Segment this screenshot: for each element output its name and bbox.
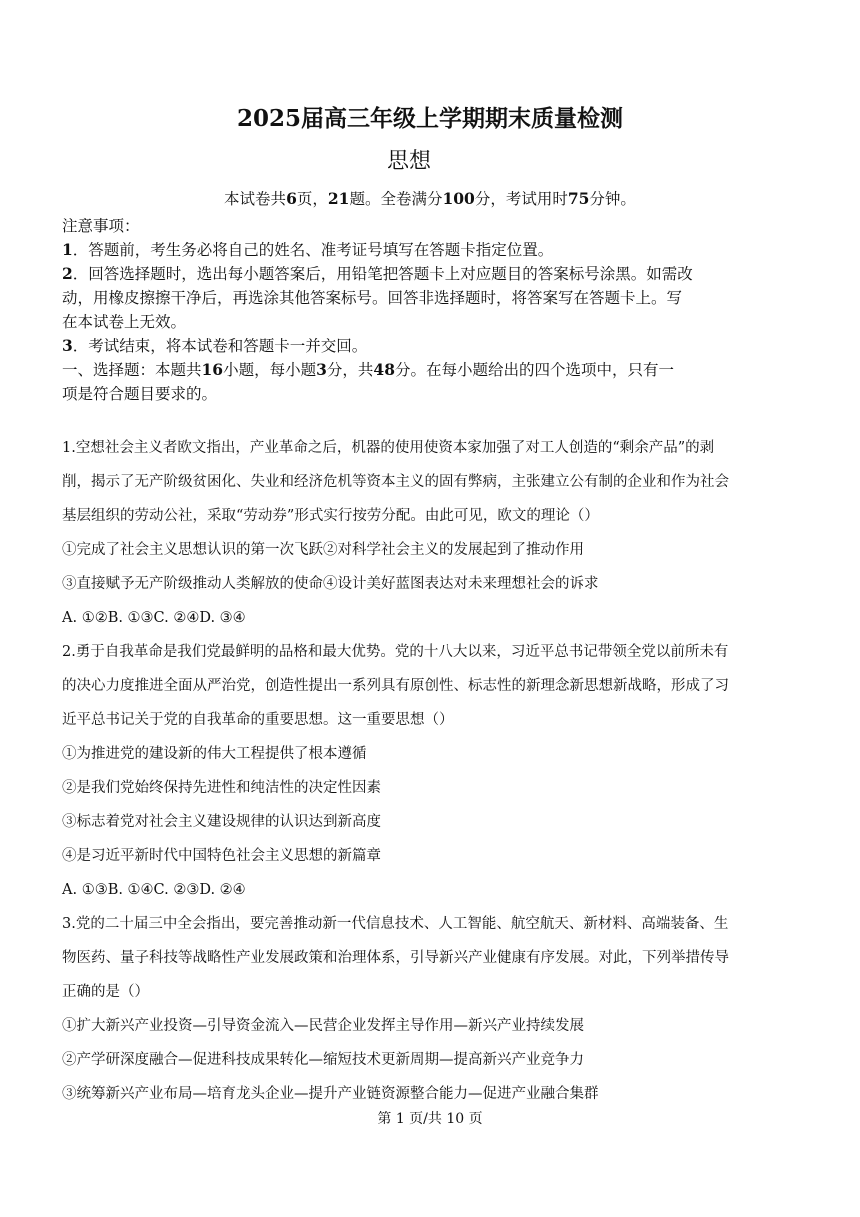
section-text: 小题，每小题 — [223, 361, 317, 379]
question-stem-line: 基层组织的劳动公社，采取“劳动券”形式实行按劳分配。由此可见，欧文的理论（） — [62, 508, 599, 524]
question-option: ①扩大新兴产业投资—引导资金流入—民营企业发挥主导作用—新兴产业持续发展 — [62, 1018, 584, 1034]
page-footer: 第 1 页/共 10 页 — [377, 1111, 483, 1127]
info-question-count: 21 — [327, 189, 350, 208]
question-option: ④是习近平新时代中国特色社会主义思想的新篇章 — [62, 848, 381, 864]
info-text: 分，考试用时 — [474, 190, 568, 208]
note-number: 2 — [62, 264, 73, 283]
note-number: 1 — [62, 240, 73, 259]
note-line — [62, 238, 782, 262]
question-option: ③统筹新兴产业布局—培育龙头企业—提升产业链资源整合能力—促进产业融合集群 — [62, 1086, 599, 1102]
section-heading — [62, 358, 782, 382]
question-stem-line: 物医药、量子科技等战略性产业发展政策和治理体系，引导新兴产业健康有序发展。对此，下列举措传导 — [62, 950, 729, 966]
question-option: ③直接赋予无产阶级推动人类解放的使命④设计美好蓝图表达对未来理想社会的诉求 — [62, 576, 599, 592]
note-line: 在本试卷上无效。 — [62, 313, 187, 331]
question-stem-line: 近平总书记关于党的自我革命的重要思想。这一重要思想（） — [62, 712, 454, 728]
notes-heading: 注意事项： — [62, 217, 140, 235]
note-item — [62, 262, 782, 334]
question-stem-line: 的决心力度推进全面从严治党，创造性提出一系列具有原创性、标志性的新理念新思想新战略，形成了习 — [62, 678, 729, 694]
info-duration: 75 — [567, 189, 590, 208]
note-item — [62, 334, 782, 358]
section-count: 16 — [201, 360, 224, 379]
exam-info — [0, 187, 860, 211]
question-option: ③标志着党对社会主义建设规律的认识达到新高度 — [62, 814, 381, 830]
info-pages: 6 — [286, 189, 297, 208]
exam-title: 2025届高三年级上学期期末质量检测 — [236, 105, 623, 132]
section-text: 分。在每小题给出的四个选项中，只有一 — [395, 361, 675, 379]
note-text: ．回答选择题时，选出每小题答案后，用铅笔把答题卡上对应题目的答案标号涂黑。如需改 — [72, 265, 693, 283]
section-points-each: 3 — [316, 360, 327, 379]
question-3 — [62, 907, 782, 1111]
section-heading-line2: 项是符合题目要求的。 — [62, 385, 218, 403]
note-line: 动，用橡皮擦擦干净后，再选涂其他答案标号。回答非选择题时，将答案写在答题卡上。写 — [62, 289, 683, 307]
info-text: 页， — [296, 190, 328, 208]
exam-subject: 思想 — [386, 149, 431, 174]
section-total: 48 — [373, 360, 395, 379]
answer-choices: A. ①②B. ①③C. ②④D. ③④ — [62, 610, 246, 626]
note-line — [62, 262, 782, 286]
section-text: 一、选择题：本题共 — [62, 361, 202, 379]
note-item — [62, 238, 782, 262]
question-option: ①完成了社会主义思想认识的第一次飞跃②对科学社会主义的发展起到了推动作用 — [62, 542, 584, 558]
question-2 — [62, 635, 782, 907]
question-option: ①为推进党的建设新的伟大工程提供了根本遵循 — [62, 746, 367, 762]
question-stem-line: 1.空想社会主义者欧文指出，产业革命之后，机器的使用使资本家加强了对工人创造的“剩余产品”的剥 — [62, 440, 715, 456]
section-text: 分，共 — [326, 361, 374, 379]
note-number: 3 — [62, 336, 73, 355]
info-full-score: 100 — [442, 189, 475, 208]
questions-section — [62, 431, 782, 1111]
info-text: 分钟。 — [589, 190, 636, 208]
answer-choices: A. ①③B. ①④C. ②③D. ②④ — [62, 882, 246, 898]
question-stem-line: 3.党的二十届三中全会指出，要完善推动新一代信息技术、人工智能、航空航天、新材料、高端装备、生 — [62, 916, 729, 932]
notes-section — [62, 214, 782, 406]
question-1 — [62, 431, 782, 635]
info-text: 题。全卷满分 — [349, 190, 443, 208]
note-text: ．答题前，考生务必将自己的姓名、准考证号填写在答题卡指定位置。 — [72, 241, 554, 259]
info-text: 本试卷共 — [224, 190, 287, 208]
question-stem-line: 正确的是（） — [62, 984, 149, 1000]
question-stem-line: 2.勇于自我革命是我们党最鲜明的品格和最大优势。党的十八大以来，习近平总书记带领全党以前所未有 — [62, 644, 729, 660]
note-line — [62, 334, 782, 358]
question-option: ②是我们党始终保持先进性和纯洁性的决定性因素 — [62, 780, 381, 796]
note-text: ．考试结束，将本试卷和答题卡一并交回。 — [72, 337, 368, 355]
question-option: ②产学研深度融合—促进科技成果转化—缩短技术更新周期—提高新兴产业竞争力 — [62, 1052, 584, 1068]
question-stem-line: 削，揭示了无产阶级贫困化、失业和经济危机等资本主义的固有弊病，主张建立公有制的企业和作为社会 — [62, 474, 729, 490]
